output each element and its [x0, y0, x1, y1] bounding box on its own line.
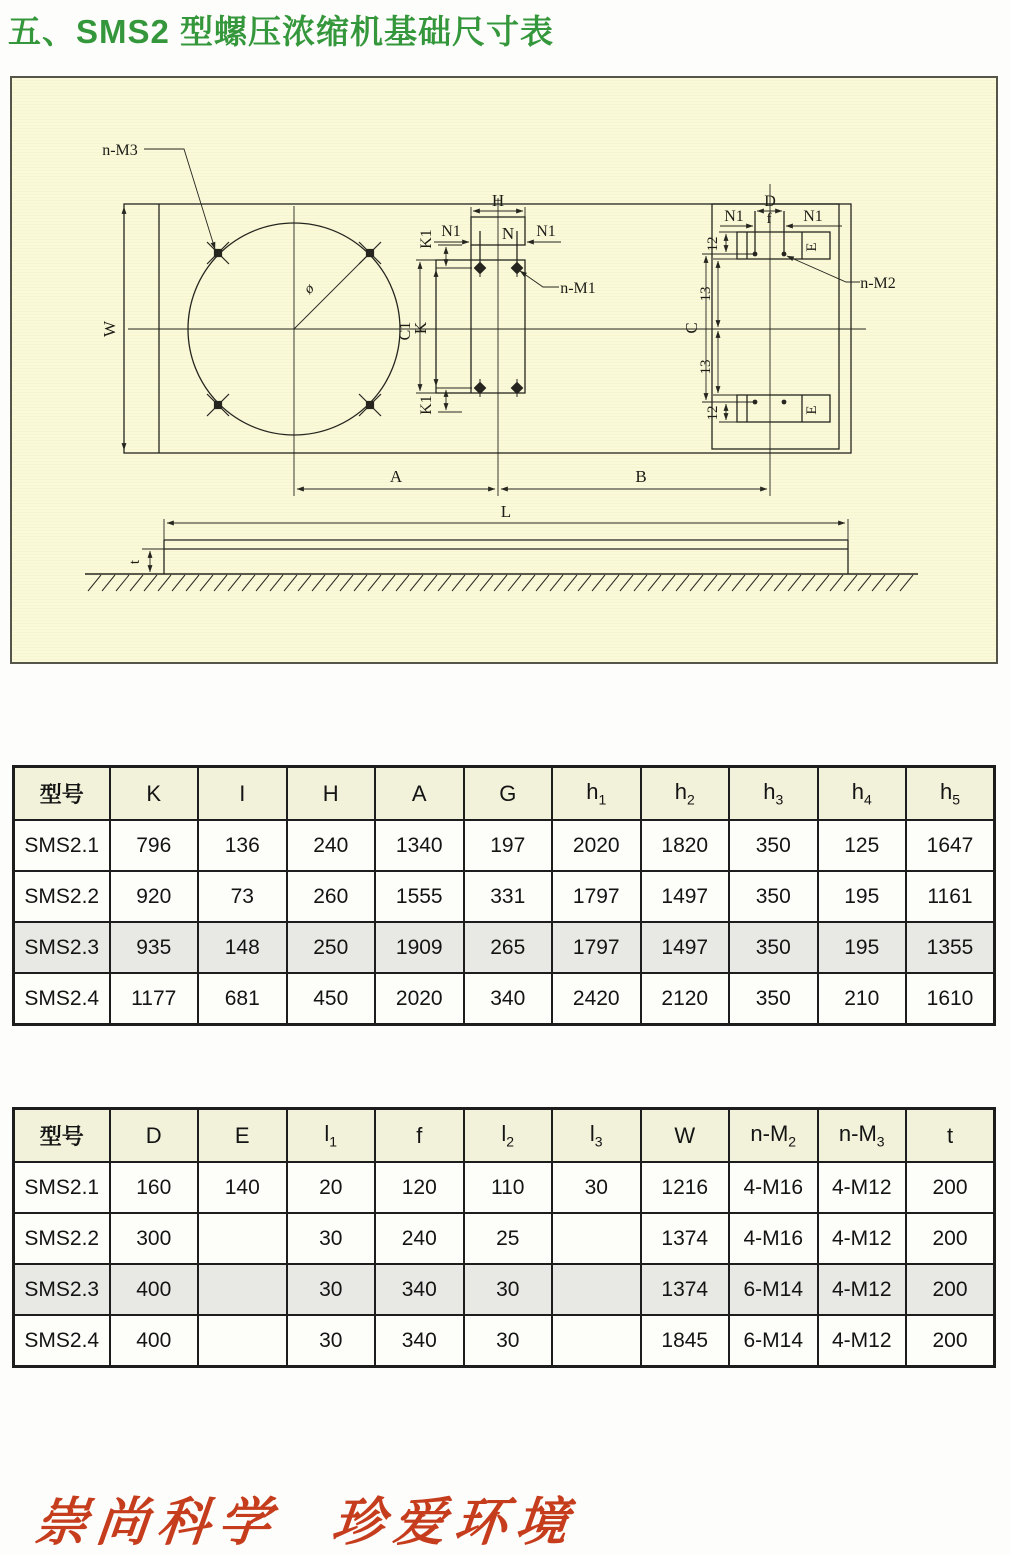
- value-cell: 681: [198, 973, 287, 1025]
- bolt-mark: [474, 379, 485, 397]
- column-header: $l_3$: [552, 1109, 641, 1163]
- column-header: $l_1$: [287, 1109, 376, 1163]
- model-cell: SMS2.4: [14, 973, 110, 1025]
- bolt-dot: [782, 400, 787, 405]
- value-cell: 350: [729, 973, 818, 1025]
- middle-mount: [436, 217, 525, 393]
- value-cell: 6-M14: [729, 1315, 818, 1367]
- table-row: [14, 1315, 995, 1367]
- value-cell: 1216: [641, 1162, 730, 1213]
- value-cell: 4-M16: [729, 1162, 818, 1213]
- value-cell: 350: [729, 922, 818, 973]
- dimension-table-1: [12, 765, 996, 1026]
- value-cell: 240: [287, 820, 376, 871]
- value-cell: 400: [110, 1315, 199, 1367]
- label-n-m3: n-M3: [102, 142, 138, 159]
- value-cell: 1177: [110, 973, 199, 1025]
- label-w: W: [100, 320, 119, 338]
- label-l3: 13: [698, 286, 714, 302]
- bolt-mark: [511, 379, 522, 397]
- foundation-drawing-panel: [10, 76, 998, 664]
- value-cell: 1161: [906, 871, 995, 922]
- value-cell: [198, 1213, 287, 1264]
- model-cell: SMS2.3: [14, 922, 110, 973]
- model-cell: SMS2.3: [14, 1264, 110, 1315]
- value-cell: [198, 1264, 287, 1315]
- value-cell: 200: [906, 1162, 995, 1213]
- n-m3-leader: [144, 149, 215, 249]
- value-cell: 4-M16: [729, 1213, 818, 1264]
- value-cell: 197: [464, 820, 553, 871]
- header-row: [14, 1109, 995, 1163]
- value-cell: 20: [287, 1162, 376, 1213]
- value-cell: 30: [552, 1162, 641, 1213]
- column-header: K: [110, 767, 199, 821]
- label-k1: K1: [418, 395, 435, 415]
- value-cell: 2420: [552, 973, 641, 1025]
- table-row: [14, 820, 995, 871]
- column-header: I: [198, 767, 287, 821]
- label-l3: 13: [698, 359, 714, 375]
- value-cell: [198, 1315, 287, 1367]
- value-cell: 4-M12: [818, 1264, 907, 1315]
- column-header: $h_1$: [552, 767, 641, 821]
- value-cell: 4-M12: [818, 1315, 907, 1367]
- value-cell: 200: [906, 1315, 995, 1367]
- mid-bolts: [474, 259, 522, 397]
- n-m1-leader: [520, 271, 559, 287]
- value-cell: 25: [464, 1213, 553, 1264]
- value-cell: 195: [818, 922, 907, 973]
- foundation-drawing: [12, 78, 996, 662]
- label-b: B: [635, 467, 647, 486]
- value-cell: 340: [375, 1315, 464, 1367]
- value-cell: 125: [818, 820, 907, 871]
- column-header: E: [198, 1109, 287, 1163]
- value-cell: 30: [287, 1264, 376, 1315]
- model-cell: SMS2.4: [14, 1315, 110, 1367]
- value-cell: 1909: [375, 922, 464, 973]
- value-cell: 4-M12: [818, 1213, 907, 1264]
- value-cell: 1497: [641, 922, 730, 973]
- value-cell: 1340: [375, 820, 464, 871]
- value-cell: 136: [198, 820, 287, 871]
- value-cell: 140: [198, 1162, 287, 1213]
- column-header: $h_4$: [818, 767, 907, 821]
- table-row: [14, 871, 995, 922]
- value-cell: 1497: [641, 871, 730, 922]
- value-cell: 920: [110, 871, 199, 922]
- label-n1: N1: [724, 208, 744, 225]
- value-cell: 30: [464, 1315, 553, 1367]
- bolt-mark: [474, 259, 485, 277]
- value-cell: 260: [287, 871, 376, 922]
- value-cell: 195: [818, 871, 907, 922]
- value-cell: 340: [375, 1264, 464, 1315]
- bolt-dot: [753, 400, 758, 405]
- side-view: [85, 540, 918, 574]
- slogan: 崇尚科学 珍爱环境: [32, 1492, 580, 1553]
- column-header: f: [375, 1109, 464, 1163]
- value-cell: 210: [818, 973, 907, 1025]
- label-n-m1: n-M1: [560, 280, 596, 297]
- label-n1: N1: [536, 223, 556, 240]
- label-e: E: [804, 405, 820, 415]
- column-header: t: [906, 1109, 995, 1163]
- value-cell: 2120: [641, 973, 730, 1025]
- value-cell: 200: [906, 1213, 995, 1264]
- label-phi: ø: [301, 280, 318, 298]
- value-cell: 331: [464, 871, 553, 922]
- column-header: $h_5$: [906, 767, 995, 821]
- label-k1: K1: [418, 229, 435, 249]
- value-cell: 450: [287, 973, 376, 1025]
- value-cell: 1374: [641, 1213, 730, 1264]
- label-h: H: [491, 191, 505, 210]
- dimension-lines: [124, 149, 860, 572]
- value-cell: 120: [375, 1162, 464, 1213]
- value-cell: 240: [375, 1213, 464, 1264]
- value-cell: 30: [287, 1213, 376, 1264]
- column-header: $h_2$: [641, 767, 730, 821]
- value-cell: 1820: [641, 820, 730, 871]
- value-cell: 350: [729, 871, 818, 922]
- value-cell: 73: [198, 871, 287, 922]
- value-cell: 935: [110, 922, 199, 973]
- model-cell: SMS2.1: [14, 820, 110, 871]
- mid-base: [436, 260, 525, 393]
- value-cell: 30: [464, 1264, 553, 1315]
- label-c: C: [682, 322, 701, 334]
- value-cell: 1797: [552, 922, 641, 973]
- radius-line: [294, 255, 368, 329]
- n-m2-leader: [787, 256, 860, 282]
- table-row: [14, 1213, 995, 1264]
- value-cell: 300: [110, 1213, 199, 1264]
- anchor-bolt-mark: [359, 242, 381, 264]
- column-header: $l_2$: [464, 1109, 553, 1163]
- label-n: N: [501, 224, 515, 243]
- label-a: A: [389, 467, 403, 486]
- label-t: t: [127, 559, 143, 565]
- column-header: $h_3$: [729, 767, 818, 821]
- value-cell: 796: [110, 820, 199, 871]
- value-cell: [552, 1213, 641, 1264]
- value-cell: 148: [198, 922, 287, 973]
- column-header: H: [287, 767, 376, 821]
- column-header: G: [464, 767, 553, 821]
- label-k: K: [411, 321, 430, 335]
- value-cell: 250: [287, 922, 376, 973]
- value-cell: 1797: [552, 871, 641, 922]
- value-cell: 1374: [641, 1264, 730, 1315]
- table-row: [14, 1162, 995, 1213]
- ground-hatch: [88, 575, 913, 591]
- column-header: $n-M_2$: [729, 1109, 818, 1163]
- value-cell: 1555: [375, 871, 464, 922]
- value-cell: 2020: [552, 820, 641, 871]
- plan-view: [124, 204, 851, 453]
- value-cell: 265: [464, 922, 553, 973]
- column-header: A: [375, 767, 464, 821]
- bolt-dot: [782, 252, 787, 257]
- value-cell: 200: [906, 1264, 995, 1315]
- value-cell: 1355: [906, 922, 995, 973]
- anchor-bolt-mark: [207, 242, 229, 264]
- label-e: E: [804, 242, 820, 252]
- value-cell: 2020: [375, 973, 464, 1025]
- value-cell: 350: [729, 820, 818, 871]
- label-n-m2: n-M2: [860, 275, 896, 292]
- label-c1: C1: [397, 321, 414, 341]
- column-header: W: [641, 1109, 730, 1163]
- value-cell: [552, 1264, 641, 1315]
- model-cell: SMS2.1: [14, 1162, 110, 1213]
- page-title: 五、SMS2 型螺压浓缩机基础尺寸表: [8, 13, 555, 50]
- model-cell: SMS2.2: [14, 1213, 110, 1264]
- value-cell: 400: [110, 1264, 199, 1315]
- column-header: $n-M_3$: [818, 1109, 907, 1163]
- label-l: L: [500, 502, 512, 521]
- label-n1: N1: [803, 208, 823, 225]
- value-cell: 1845: [641, 1315, 730, 1367]
- dimension-table-2: [12, 1107, 996, 1368]
- label-f: f: [766, 211, 772, 227]
- anchor-bolt-mark: [207, 394, 229, 416]
- right-bolts: [753, 252, 787, 405]
- value-cell: 110: [464, 1162, 553, 1213]
- model-cell: SMS2.2: [14, 871, 110, 922]
- value-cell: 6-M14: [729, 1264, 818, 1315]
- table-row: [14, 973, 995, 1025]
- label-n1: N1: [441, 223, 461, 240]
- column-header: D: [110, 1109, 199, 1163]
- value-cell: 340: [464, 973, 553, 1025]
- value-cell: [552, 1315, 641, 1367]
- label-d: D: [764, 193, 776, 210]
- column-header: 型号: [14, 1109, 110, 1163]
- header-row: [14, 767, 995, 821]
- label-l2: 12: [705, 405, 721, 421]
- table-row: [14, 922, 995, 973]
- table-row: [14, 1264, 995, 1315]
- anchor-bolt-mark: [359, 394, 381, 416]
- value-cell: 30: [287, 1315, 376, 1367]
- value-cell: 1647: [906, 820, 995, 871]
- column-header: 型号: [14, 767, 110, 821]
- label-l2: 12: [705, 236, 721, 252]
- value-cell: 1610: [906, 973, 995, 1025]
- value-cell: 160: [110, 1162, 199, 1213]
- value-cell: 4-M12: [818, 1162, 907, 1213]
- bolt-mark: [511, 259, 522, 277]
- bolt-dot: [753, 252, 758, 257]
